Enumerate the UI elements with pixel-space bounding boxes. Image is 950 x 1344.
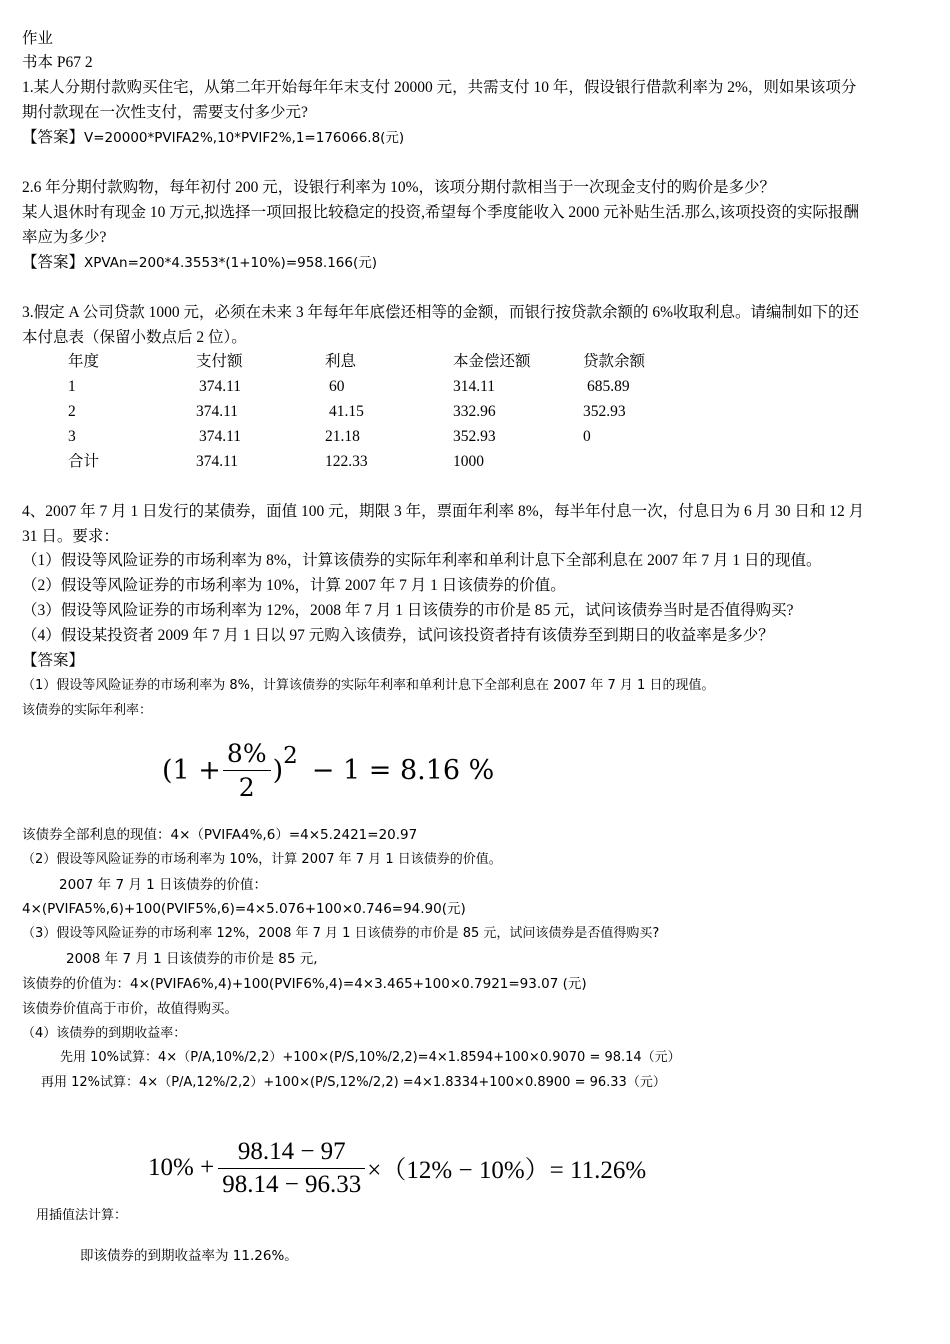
q4-sub3: （3）假设等风险证券的市场利率为 12%，2008 年 7 月 1 日该债券的市价是 85 元，试问该债券当时是否值得购买?	[22, 602, 794, 619]
q2-answer-text: XPVAn=200*4.3553*(1+10%)=958.166(元)	[84, 255, 377, 271]
f1-numerator: 8%	[223, 739, 271, 771]
q2-line2: 某人退休时有现金 10 万元,拟选择一项回报比较稳定的投资,希望每个季度能收入 2000 元补贴生活.那么,该项投资的实际报酬	[22, 204, 860, 221]
table-cell: 21.18	[325, 428, 360, 445]
table-cell: 0	[583, 428, 591, 445]
q3-line2: 本付息表（保留小数点后 2 位）。	[22, 329, 247, 346]
table-cell: 314.11	[453, 378, 496, 395]
q1-answer-label: 【答案】	[22, 129, 85, 146]
a2-line2: 4×(PVIFA5%,6)+100(PVIF5%,6)=4×5.076+100×0.746=94.90(元)	[22, 901, 466, 917]
table-header-payment: 支付额	[196, 353, 243, 370]
table-header-year: 年度	[68, 353, 100, 370]
f1-rest: − 1 = 8.16 %	[311, 754, 495, 786]
f1-open: (1 +	[162, 754, 221, 786]
a4-try1: 先用 10%试算：4×（P/A,10%/2,2）+100×(P/S,10%/2,2)=4×1.8594+100×0.9070 = 98.14（元）	[60, 1050, 681, 1065]
f1-exponent: 2	[283, 743, 298, 769]
table-header-principal: 本金偿还额	[453, 353, 531, 370]
a3-line2: 该债券的价值为：4×(PVIFA6%,4)+100(PVIF6%,4)=4×3.465+100×0.7921=93.07 (元)	[22, 976, 587, 992]
formula-effective-rate	[162, 733, 494, 807]
a1-title: （1）假设等风险证券的市场利率为 8%，计算该债券的实际年利率和单利计息下全部利息在 2007 年 7 月 1 日的现值。	[22, 678, 715, 693]
q4-line1: 4、2007 年 7 月 1 日发行的某债券，面值 100 元，期限 3 年，票面年利率 8%，每半年付息一次，付息日为 6 月 30 日和 12 月	[22, 503, 865, 520]
table-cell: 122.33	[325, 453, 368, 470]
a3-line3: 该债券价值高于市价，故值得购买。	[22, 1001, 238, 1017]
q4-line2: 31 日。要求：	[22, 528, 119, 545]
a1-text: 该债券的实际年利率：	[22, 703, 153, 718]
q2-line3: 率应为多少?	[22, 229, 107, 246]
q4-answer-label: 【答案】	[22, 652, 85, 669]
doc-source: 书本 P67 2	[22, 54, 93, 71]
table-cell: 合计	[68, 453, 100, 470]
table-cell: 374.11	[199, 378, 242, 395]
table-cell: 352.93	[453, 428, 496, 445]
q2-answer-label: 【答案】	[22, 254, 85, 271]
q4-sub4: （4）假设某投资者 2009 年 7 月 1 日以 97 元购入该债券，试问该投资者持有该债券至到期日的收益率是多少？	[22, 627, 774, 644]
a4-result: 即该债券的到期收益率为 11.26%。	[80, 1248, 298, 1264]
table-cell: 60	[329, 378, 345, 395]
table-cell: 332.96	[453, 403, 496, 420]
table-cell: 374.11	[196, 403, 239, 420]
a4-title: （4）该债券的到期收益率：	[22, 1026, 187, 1041]
q1-answer-text: V=20000*PVIFA2%,10*PVIF2%,1=176066.8(元)	[84, 130, 405, 146]
q3-line1: 3.假定 A 公司贷款 1000 元，必须在未来 3 年每年年底偿还相等的金额，而银行按贷款余额的 6%收取利息。请编制如下的还	[22, 304, 860, 321]
f2-rest: ×（12% − 10%）= 11.26%	[367, 1157, 647, 1184]
table-header-balance: 贷款余额	[583, 353, 646, 370]
q1-answer	[22, 128, 404, 148]
a4-interp: 用插值法计算：	[36, 1208, 128, 1223]
a2-title: （2）假设等风险证券的市场利率为 10%，计算 2007 年 7 月 1 日该债券的价值。	[22, 852, 502, 867]
a4-try2: 再用 12%试算：4×（P/A,12%/2,2）+100×(P/S,12%/2,2) =4×1.8334+100×0.8900 = 96.33（元）	[41, 1075, 666, 1090]
q1-line2: 期付款现在一次性支付，需要支付多少元?	[22, 104, 308, 121]
table-cell: 41.15	[329, 403, 364, 420]
table-cell: 352.93	[583, 403, 626, 420]
table-cell: 374.11	[199, 428, 242, 445]
formula-interpolation	[148, 1131, 646, 1205]
f2-numerator: 98.14 − 97	[218, 1138, 365, 1169]
f2-denominator: 98.14 − 96.33	[222, 1170, 362, 1198]
q4-sub1: （1）假设等风险证券的市场利率为 8%，计算该债券的实际年利率和单利计息下全部利息在 2007 年 7 月 1 日的现值。	[22, 552, 822, 569]
table-cell: 1	[68, 378, 76, 395]
q4-sub2: （2）假设等风险证券的市场利率为 10%，计算 2007 年 7 月 1 日该债券的价值。	[22, 577, 566, 594]
a3-title: （3）假设等风险证券的市场利率 12%，2008 年 7 月 1 日该债券的市价是 85 元，试问该债券是否值得购买?	[22, 926, 660, 941]
table-cell: 2	[68, 403, 76, 420]
table-cell: 374.11	[196, 453, 239, 470]
a2-line1: 2007 年 7 月 1 日该债券的价值：	[59, 877, 267, 893]
f1-fraction	[223, 739, 271, 802]
doc-title: 作业	[22, 30, 54, 47]
table-cell: 1000	[453, 453, 484, 470]
a1-pv: 该债券全部利息的现值：4×（PVIFA4%,6）=4×5.2421=20.97	[22, 827, 418, 843]
q2-answer	[22, 253, 377, 273]
table-header-interest: 利息	[325, 353, 357, 370]
q1-line1: 1.某人分期付款购买住宅，从第二年开始每年年末支付 20000 元，共需支付 10 年，假设银行借款利率为 2%，则如果该项分	[22, 79, 857, 96]
a3-line1: 2008 年 7 月 1 日该债券的市价是 85 元,	[66, 951, 318, 967]
q2-line1: 2.6 年分期付款购物，每年初付 200 元，设银行利率为 10%，该项分期付款相当于一次现金支付的购价是多少？	[22, 179, 776, 196]
f1-denominator: 2	[238, 772, 255, 802]
table-cell: 685.89	[587, 378, 630, 395]
table-cell: 3	[68, 428, 76, 445]
f2-fraction	[218, 1138, 365, 1199]
f2-lead: 10% +	[148, 1154, 215, 1181]
f1-close: )	[272, 754, 284, 786]
